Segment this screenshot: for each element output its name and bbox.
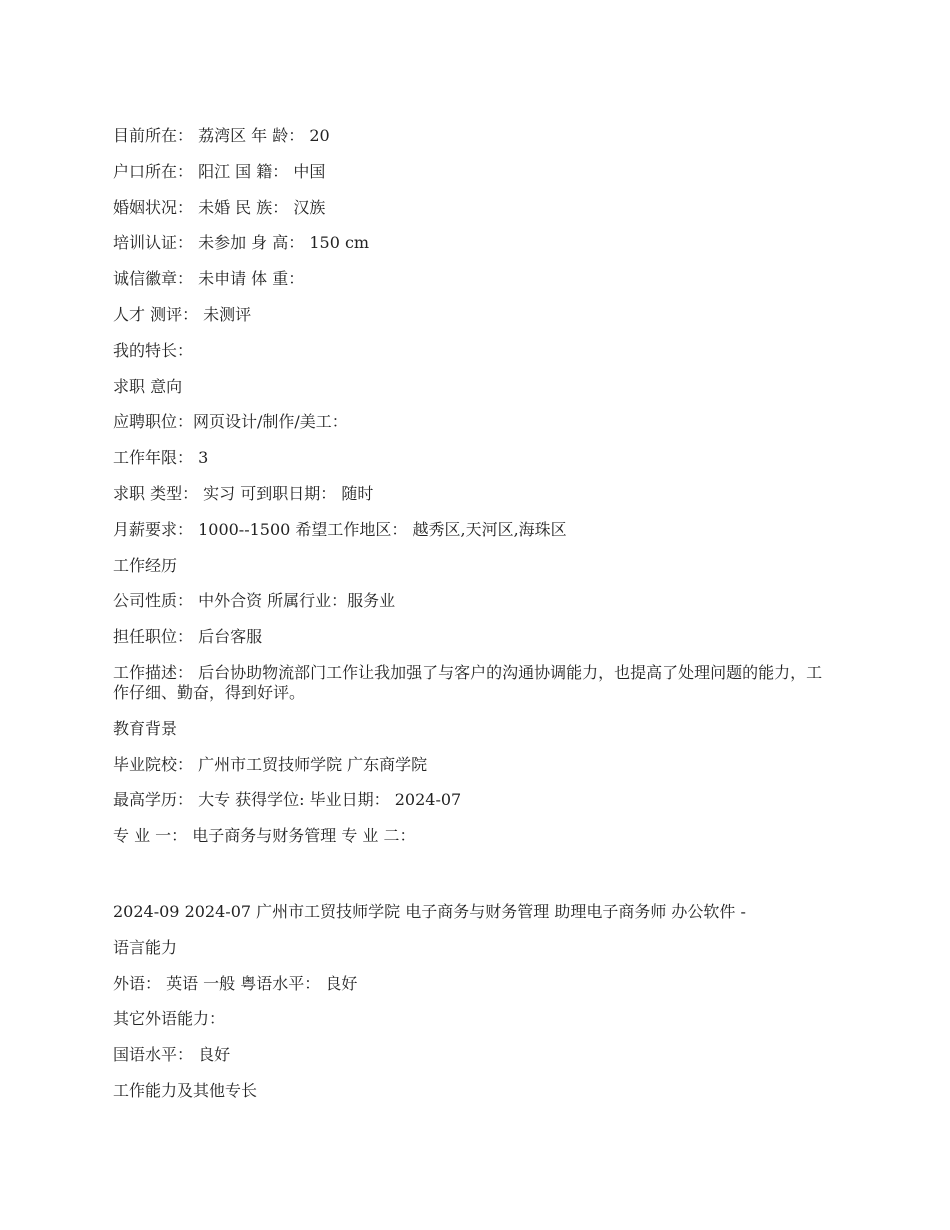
current-location-age: 目前所在： 荔湾区 年 龄： 20	[113, 126, 330, 145]
salary-region: 月薪要求： 1000--1500 希望工作地区： 越秀区,天河区,海珠区	[113, 519, 567, 539]
majors: 专 业 一： 电子商务与财务管理 专 业 二：	[113, 826, 416, 846]
position-held: 担任职位： 后台客服	[113, 627, 263, 647]
my-specialty: 我的特长：	[113, 340, 194, 360]
highest-degree: 最高学历： 大专 获得学位: 毕业日期： 2024-07	[113, 790, 462, 810]
other-languages: 其它外语能力：	[113, 1009, 226, 1029]
company-type-industry: 公司性质： 中外合资 所属行业：服务业	[113, 591, 396, 611]
section-spacer	[113, 862, 833, 902]
applied-position: 应聘职位：网页设计/制作/美工：	[113, 412, 348, 432]
work-experience-heading: 工作经历	[113, 555, 178, 575]
work-description: 工作描述： 后台协助物流部门工作让我加强了与客户的沟通协调能力，也提高了处理问题的能力，工作仔细、勤奋，得到好评。	[113, 662, 823, 702]
graduate-school: 毕业院校： 广州市工贸技师学院 广东商学院	[113, 754, 428, 774]
badge-weight: 诚信徽章： 未申请 体 重：	[113, 269, 305, 289]
mandarin-level: 国语水平： 良好	[113, 1045, 231, 1065]
training-height: 培训认证： 未参加 身 高： 150 cm	[113, 233, 370, 253]
job-type-start-date: 求职 类型： 实习 可到职日期： 随时	[113, 483, 374, 503]
talent-assessment: 人才 测评： 未测评	[113, 304, 252, 324]
resume-page	[113, 126, 833, 1117]
hukou-nationality: 户口所在： 阳江 国 籍： 中国	[113, 161, 326, 181]
work-ability-heading: 工作能力及其他专长	[113, 1080, 258, 1100]
work-years: 工作年限： 3	[113, 448, 209, 468]
foreign-language-cantonese: 外语： 英语 一般 粤语水平： 良好	[113, 973, 358, 993]
marital-ethnicity: 婚姻状况： 未婚 民 族： 汉族	[113, 197, 326, 217]
language-ability-heading: 语言能力	[113, 937, 178, 957]
job-intention-heading: 求职 意向	[113, 376, 183, 396]
education-heading: 教育背景	[113, 718, 178, 738]
education-record-row: 2024-09 2024-07 广州市工贸技师学院 电子商务与财务管理 助理电子商务师 办公软件 -	[113, 901, 746, 921]
